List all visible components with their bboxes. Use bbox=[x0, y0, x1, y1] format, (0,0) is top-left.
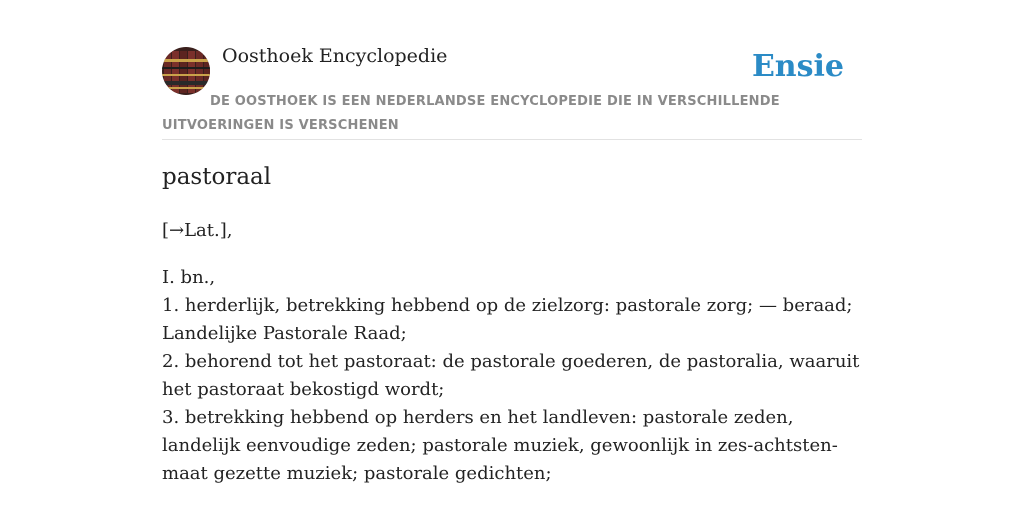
entry-title: pastoraal bbox=[162, 164, 272, 190]
source-name[interactable]: Oosthoek Encyclopedie bbox=[222, 45, 448, 67]
definition-line: 2. behorend tot het pastoraat: de pastorale goederen, de pastoralia, waaruit het pastoraat bekostigd wordt; bbox=[162, 351, 860, 400]
definition-line: 3. betrekking hebbend op herders en het landleven: pastorale zeden, landelijk eenvoudige zeden; pastorale muziek, gewoonlijk in zes-achtsten-maat gezette muziek; pastorale gedichten; bbox=[162, 407, 838, 484]
source-header bbox=[162, 0, 862, 140]
entry-definition bbox=[162, 264, 862, 488]
encyclopedia-books-icon[interactable] bbox=[162, 47, 210, 95]
page-container bbox=[162, 0, 862, 484]
entry-etymology: [→Lat.], bbox=[162, 220, 233, 241]
definition-line: I. bn., bbox=[162, 267, 216, 288]
definition-line: 1. herderlijk, betrekking hebbend op de zielzorg: pastorale zorg; — beraad; Landelijke Pastorale Raad; bbox=[162, 295, 853, 344]
source-description: DE OOSTHOEK IS EEN NEDERLANDSE ENCYCLOPEDIE DIE IN VERSCHILLENDE UITVOERINGEN IS VERSCHENEN bbox=[162, 94, 780, 133]
brand-logo-link[interactable]: Ensie bbox=[751, 49, 844, 84]
